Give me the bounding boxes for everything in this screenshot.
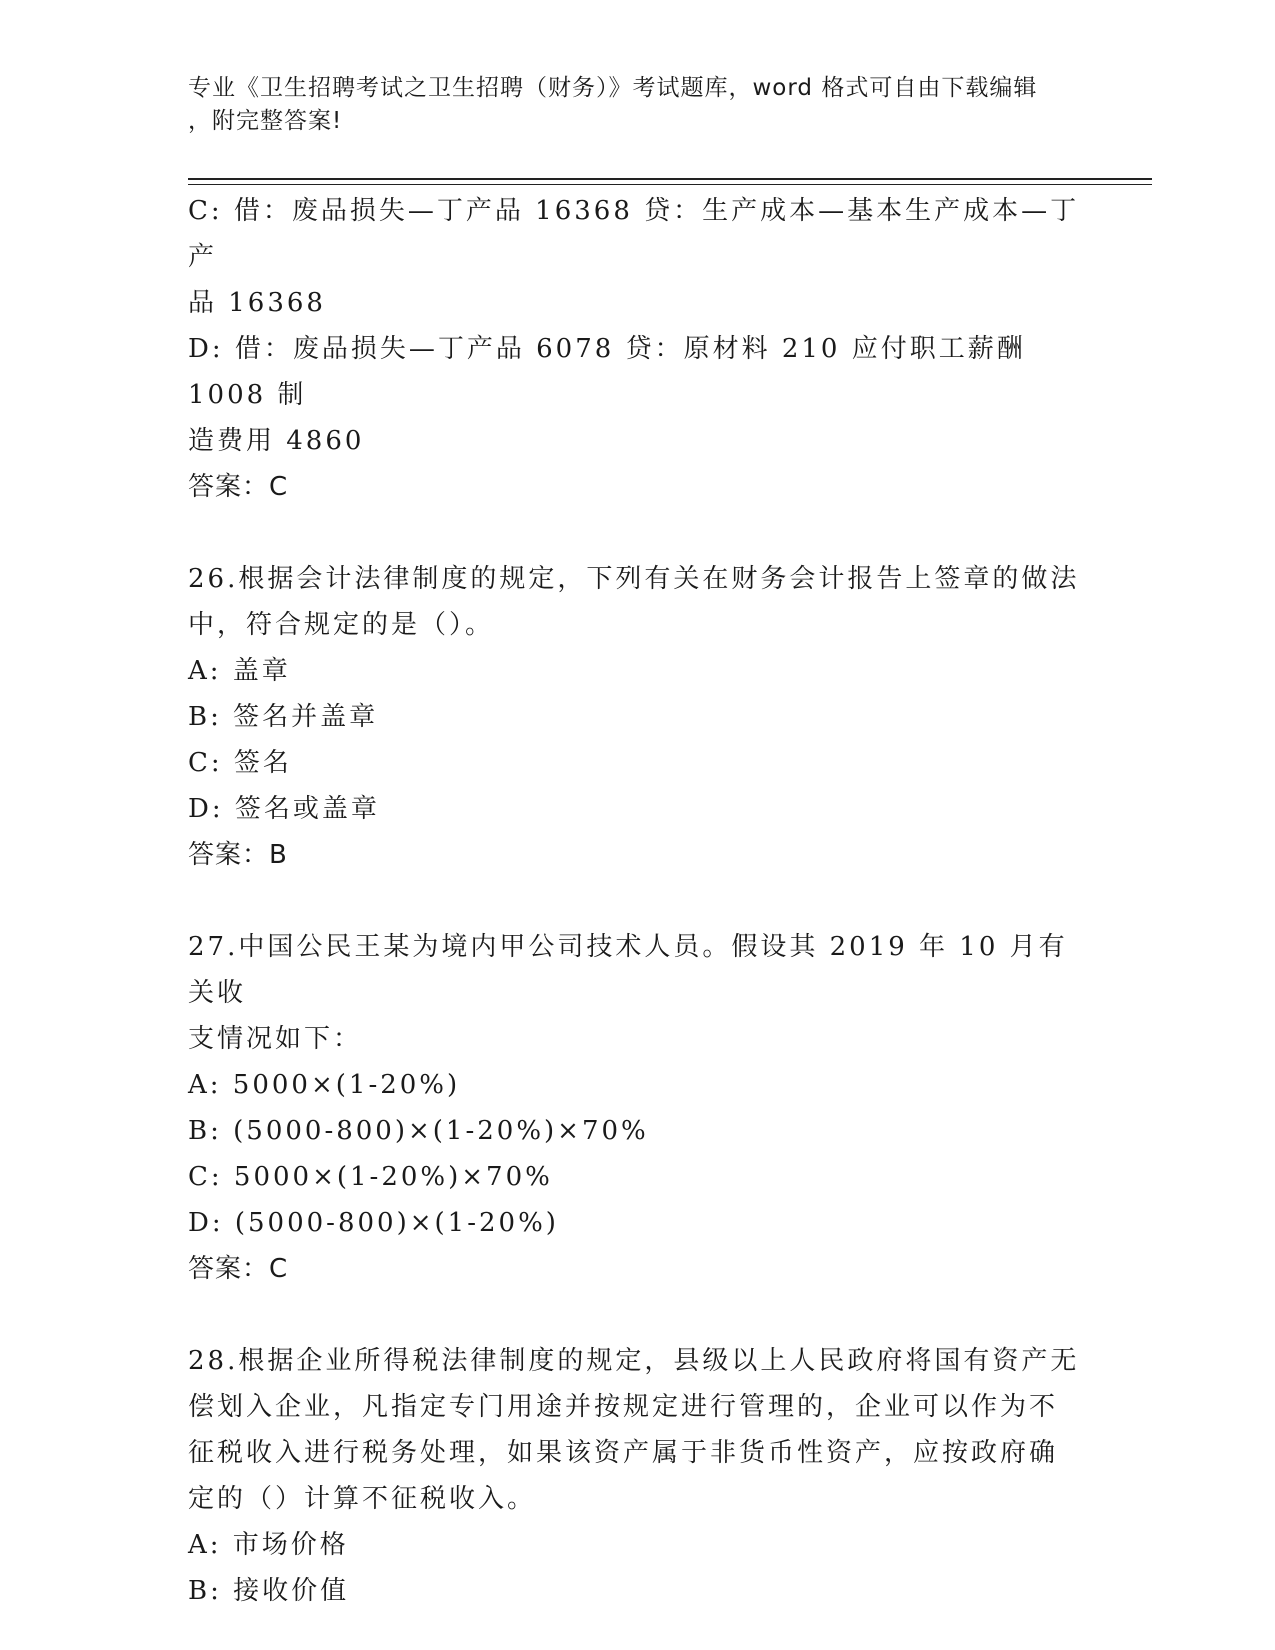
question-25	[188, 188, 1088, 510]
question-stem-line-1: 27.中国公民王某为境内甲公司技术人员。假设其 2019 年 10 月有关收	[188, 932, 1068, 1008]
option-b: B: 接收价值	[188, 1576, 350, 1606]
answer: 答案：C	[188, 472, 289, 502]
option-d-line-1: D: 借：废品损失—丁产品 6078 贷：原材料 210 应付职工薪酬 1008 制	[188, 334, 1037, 410]
question-stem-line-1: 26.根据会计法律制度的规定，下列有关在财务会计报告上签章的做法	[188, 564, 1080, 594]
question-stem-line-1: 28.根据企业所得税法律制度的规定，县级以上人民政府将国有资产无	[188, 1346, 1080, 1376]
question-stem-line-3: 征税收入进行税务处理，如果该资产属于非货币性资产，应按政府确	[188, 1438, 1059, 1468]
option-a: A: 市场价格	[188, 1530, 349, 1560]
question-list	[188, 188, 1088, 1614]
option-b: B: (5000-800)×(1-20%)×70%	[188, 1116, 649, 1146]
question-stem-line-2: 偿划入企业，凡指定专门用途并按规定进行管理的，企业可以作为不	[188, 1392, 1059, 1422]
question-stem-line-4: 定的（）计算不征税收入。	[188, 1484, 537, 1514]
option-d-line-2: 造费用 4860	[188, 426, 365, 456]
question-28	[188, 1338, 1088, 1614]
question-26	[188, 556, 1088, 878]
answer: 答案：B	[188, 840, 288, 870]
document-header	[188, 72, 1068, 138]
question-stem-line-2: 中，符合规定的是（）。	[188, 610, 495, 640]
option-d: D: (5000-800)×(1-20%)	[188, 1208, 559, 1238]
answer: 答案：C	[188, 1254, 289, 1284]
option-b: B: 签名并盖章	[188, 702, 379, 732]
header-line-1: 专业《卫生招聘考试之卫生招聘（财务）》考试题库，word 格式可自由下载编辑	[188, 75, 1038, 101]
option-d: D: 签名或盖章	[188, 794, 380, 824]
header-divider-thin	[188, 184, 1152, 185]
header-line-2: ，附完整答案!	[188, 108, 343, 134]
option-c-line-1: C: 借：废品损失—丁产品 16368 贷：生产成本—基本生产成本—丁产	[188, 196, 1080, 272]
spacer	[188, 878, 1088, 924]
spacer	[188, 1292, 1088, 1338]
option-c: C: 5000×(1-20%)×70%	[188, 1162, 553, 1192]
option-a: A: 5000×(1-20%)	[188, 1070, 461, 1100]
option-c: C: 签名	[188, 748, 292, 778]
spacer	[188, 510, 1088, 556]
header-divider-thick	[188, 178, 1152, 180]
option-c-line-2: 品 16368	[188, 288, 326, 318]
question-stem-line-2: 支情况如下：	[188, 1024, 363, 1054]
question-27	[188, 924, 1088, 1292]
option-a: A: 盖章	[188, 656, 291, 686]
